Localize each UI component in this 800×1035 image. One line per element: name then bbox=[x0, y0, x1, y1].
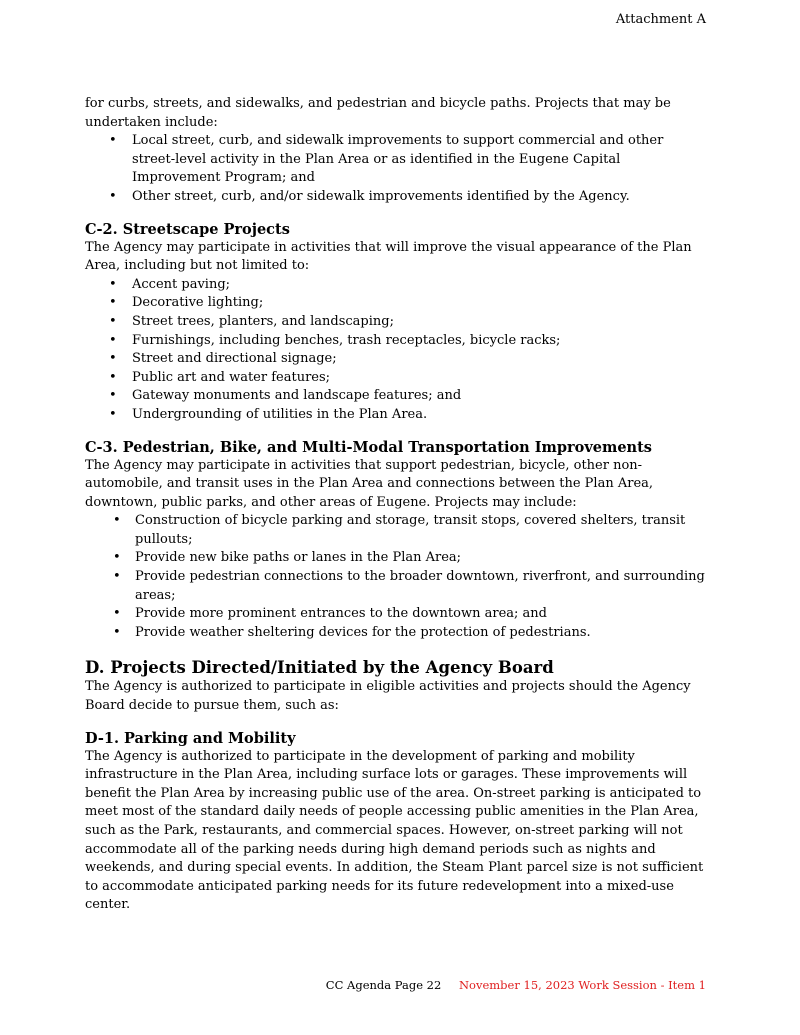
c3-bullet-list bbox=[85, 512, 710, 642]
attachment-label: Attachment A bbox=[615, 12, 706, 27]
intro-paragraph: for curbs, streets, and sidewalks, and pedestrian and bicycle paths. Projects that may be undertaken include: bbox=[85, 96, 671, 130]
d1-paragraph: The Agency is authorized to participate in the development of parking and mobility infrastructure in the Plan Area, including surface lots or garages. These improvements will benefit the Plan Area by increasing public use of the area. On-street parking is anticipated to meet most of the standard daily needs of people accessing public amenities in the Plan Area, such as the Park, restaurants, and commercial spaces. However, on-street parking will not accommodate all of the parking needs during high demand periods such as nights and weekends, and during special events. In addition, the Steam Plant parcel size is not sufficient to accommodate anticipated parking needs for its future redevelopment into a mixed-use center. bbox=[85, 748, 704, 913]
c2-paragraph: The Agency may participate in activities that will improve the visual appearance of the Plan Area, including but not limited to: bbox=[85, 239, 692, 274]
section-heading-d1: D-1. Parking and Mobility bbox=[85, 729, 296, 747]
c2-bullet-list bbox=[85, 276, 710, 425]
section-heading-c3: C-3. Pedestrian, Bike, and Multi-Modal Transportation Improvements bbox=[85, 438, 652, 456]
list-item: • Undergrounding of utilities in the Plan Area. bbox=[85, 406, 710, 425]
list-item: • Local street, curb, and sidewalk improvements to support commercial and other street-level activity in the Plan Area or as identified in the Eugene Capital Improvement Program; and bbox=[85, 132, 710, 188]
agenda-page-number: CC Agenda Page 22 bbox=[325, 978, 442, 992]
list-item: • Provide pedestrian connections to the broader downtown, riverfront, and surrounding areas; bbox=[85, 568, 710, 605]
list-item: • Decorative lighting; bbox=[85, 294, 710, 313]
page-content bbox=[85, 95, 710, 915]
c3-paragraph: The Agency may participate in activities that support pedestrian, bicycle, other non-automobile, and transit uses in the Plan Area and connections between the Plan Area, downtown, public parks, and other areas of Eugene. Projects may include: bbox=[85, 457, 654, 510]
list-item: • Construction of bicycle parking and storage, transit stops, covered shelters, transit pullouts; bbox=[85, 512, 710, 549]
d-paragraph: The Agency is authorized to participate in eligible activities and projects should the Agency Board decide to pursue them, such as: bbox=[85, 679, 691, 714]
list-item: • Provide weather sheltering devices for the protection of pedestrians. bbox=[85, 624, 710, 643]
list-item: • Accent paving; bbox=[85, 276, 710, 295]
page-footer bbox=[326, 978, 706, 992]
list-item: • Public art and water features; bbox=[85, 369, 710, 388]
section-heading-d: D. Projects Directed/Initiated by the Agency Board bbox=[85, 658, 554, 678]
list-item: • Provide new bike paths or lanes in the Plan Area; bbox=[85, 549, 710, 568]
list-item: • Other street, curb, and/or sidewalk improvements identified by the Agency. bbox=[85, 188, 710, 207]
intro-bullet-list bbox=[85, 132, 710, 206]
list-item: • Furnishings, including benches, trash receptacles, bicycle racks; bbox=[85, 332, 710, 351]
list-item: • Gateway monuments and landscape features; and bbox=[85, 387, 710, 406]
section-heading-c2: C-2. Streetscape Projects bbox=[85, 220, 290, 238]
list-item: • Street and directional signage; bbox=[85, 350, 710, 369]
list-item: • Provide more prominent entrances to the downtown area; and bbox=[85, 605, 710, 624]
work-session-label: November 15, 2023 Work Session - Item 1 bbox=[458, 978, 706, 992]
list-item: • Street trees, planters, and landscaping; bbox=[85, 313, 710, 332]
